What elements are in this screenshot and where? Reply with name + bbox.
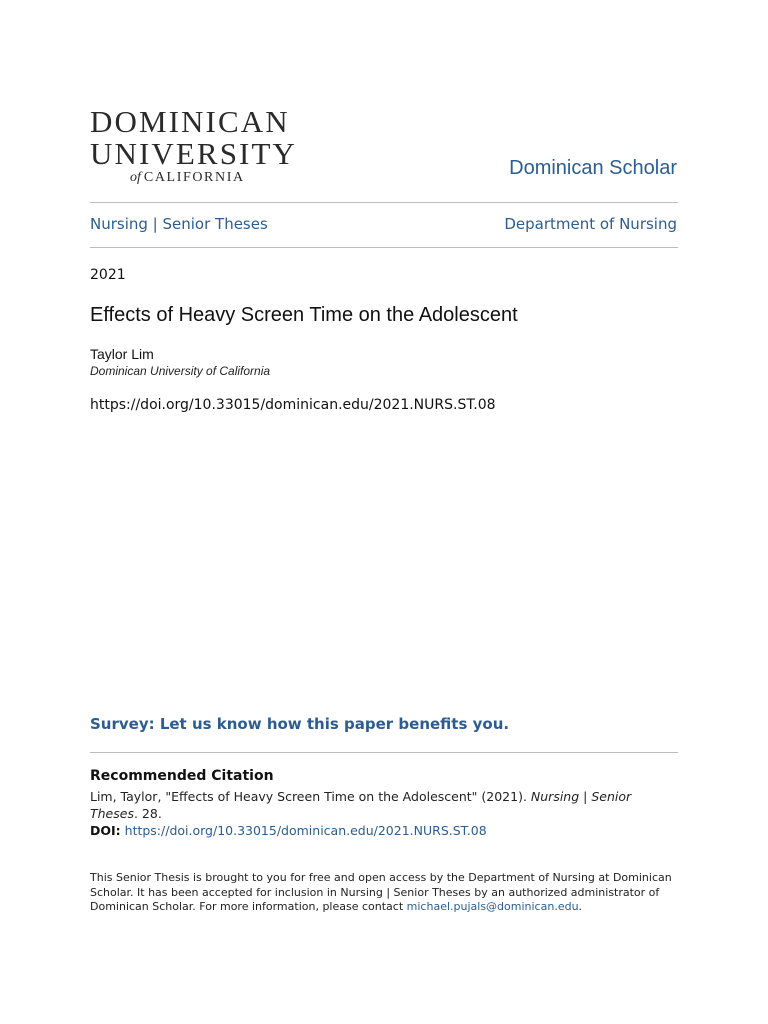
- author-name: Taylor Lim: [90, 346, 154, 362]
- logo-california-text: CALIFORNIA: [143, 170, 245, 185]
- university-logo: [90, 104, 302, 185]
- collection-link[interactable]: Nursing | Senior Theses: [90, 215, 268, 233]
- citation-end: . 28.: [133, 805, 162, 821]
- survey-link[interactable]: Survey: Let us know how this paper benefits you.: [90, 715, 510, 733]
- paper-doi: https://doi.org/10.33015/dominican.edu/2021.NURS.ST.08: [90, 397, 496, 413]
- contact-email-link[interactable]: michael.pujals@dominican.edu: [406, 900, 579, 914]
- publication-year: 2021: [90, 267, 126, 283]
- author-affiliation: Dominican University of California: [90, 364, 271, 378]
- logo-line-california: [130, 170, 302, 186]
- department-link[interactable]: Department of Nursing: [504, 215, 677, 233]
- citation-text: [90, 789, 678, 822]
- logo-line-dominican: DOMINICAN: [90, 104, 290, 139]
- logo-line-university: UNIVERSITY: [90, 136, 297, 171]
- citation-series: Nursing | Senior Theses: [90, 789, 632, 821]
- divider-nav: [90, 247, 678, 248]
- access-notice: [90, 871, 678, 915]
- notice-text: This Senior Thesis is brought to you for free and open access by the Department of Nursing at Dominican Scholar. It has been accepted for inclusion in Nursing | Senior Theses by an authorized administrator of Dominican Scholar. For more information, please contact: [90, 871, 672, 914]
- doi-label: DOI:: [90, 823, 121, 838]
- divider-top: [90, 202, 678, 203]
- recommended-citation-heading: Recommended Citation: [90, 768, 274, 784]
- citation-plain: Lim, Taylor, "Effects of Heavy Screen Time on the Adolescent" (2021).: [90, 789, 531, 804]
- divider-citation: [90, 752, 678, 753]
- logo-of: of: [130, 170, 141, 185]
- doi-link[interactable]: https://doi.org/10.33015/dominican.edu/2021.NURS.ST.08: [124, 823, 487, 838]
- citation-doi: [90, 823, 487, 838]
- dominican-scholar-link[interactable]: Dominican Scholar: [509, 157, 677, 179]
- notice-end: .: [578, 900, 583, 914]
- paper-title: Effects of Heavy Screen Time on the Adolescent: [90, 304, 518, 326]
